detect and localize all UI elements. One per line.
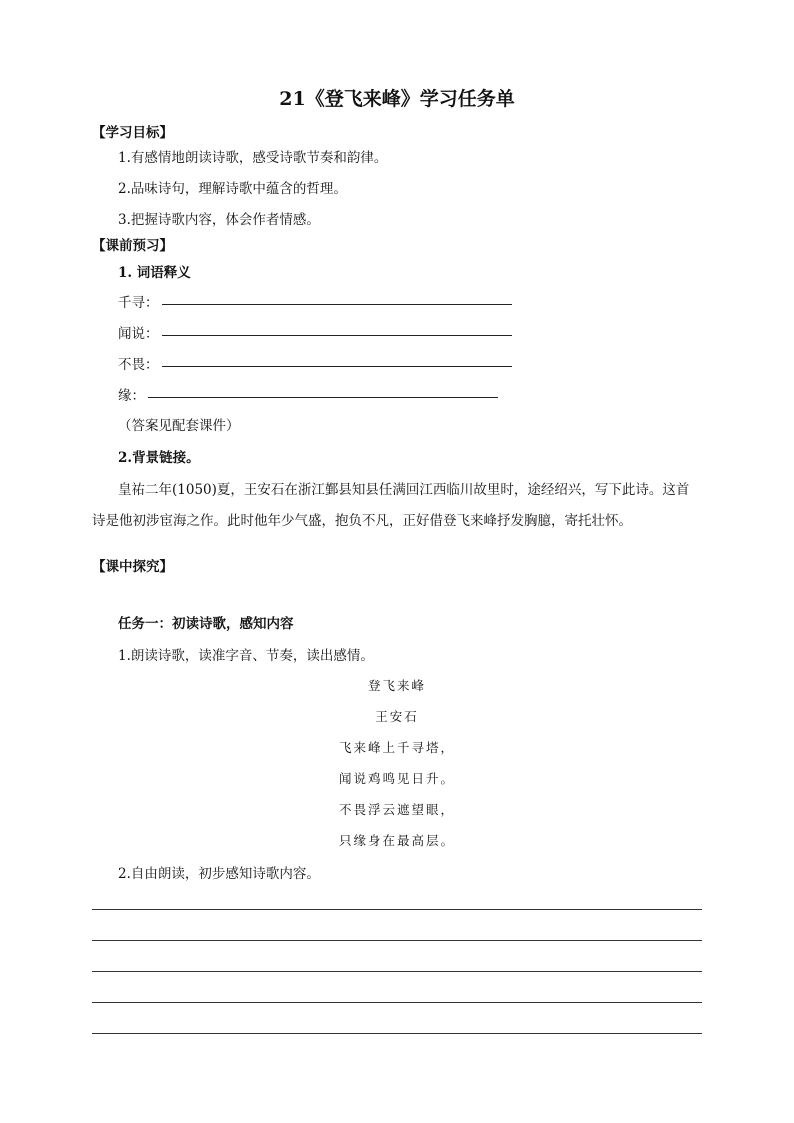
poem-line: 闻说鸡鸣见日升。 [338,771,455,786]
task1-step2: 2.自由朗读，初步感知诗歌内容。 [118,866,320,882]
poem-author: 王安石 [375,709,419,724]
answer-note: （答案见配套课件） [118,418,240,434]
background-paragraph-line: 皇祐二年(1050)夏，王安石在浙江鄞县知县任满回江西临川故里时，途经绍兴，写下此诗。这首 [118,482,690,498]
goal-item: 2.品味诗句，理解诗歌中蕴含的哲理。 [118,181,347,197]
poem-title: 登飞来峰 [367,678,426,693]
goal-item: 3.把握诗歌内容，体会作者情感。 [118,212,320,228]
answer-writing-line[interactable] [92,971,702,972]
vocab-heading: 1. 词语释义 [118,265,191,281]
answer-writing-line[interactable] [92,909,702,910]
page-title: 21《登飞来峰》学习任务单 [279,88,515,110]
vocab-term-buwei: 不畏： [118,357,159,373]
answer-writing-line[interactable] [92,1002,702,1003]
vocab-answer-blank[interactable] [162,304,512,305]
vocab-answer-blank[interactable] [162,335,512,336]
background-paragraph-line: 诗是他初涉宦海之作。此时他年少气盛，抱负不凡，正好借登飞来峰抒发胸臆，寄托壮怀。 [92,513,632,529]
section-heading-explore: 【课中探究】 [92,559,173,575]
vocab-answer-blank[interactable] [148,397,498,398]
task1-heading: 任务一：初读诗歌，感知内容 [118,616,294,632]
vocab-term-wenshuo: 闻说： [118,326,159,342]
answer-writing-line[interactable] [92,1033,702,1034]
poem-line: 不畏浮云遮望眼， [338,802,455,817]
poem-line: 只缘身在最高层。 [338,833,455,848]
vocab-term-yuan: 缘： [118,388,145,404]
vocab-term-qianxun: 千寻： [118,295,159,311]
section-heading-preview: 【课前预习】 [92,238,173,254]
background-heading: 2.背景链接。 [118,450,200,466]
answer-writing-line[interactable] [92,940,702,941]
vocab-answer-blank[interactable] [162,366,512,367]
poem-line: 飞来峰上千寻塔， [338,740,455,755]
task1-step1: 1.朗读诗歌，读准字音、节奏，读出感情。 [118,648,374,664]
section-heading-goals: 【学习目标】 [92,125,173,141]
goal-item: 1.有感情地朗读诗歌，感受诗歌节奏和韵律。 [118,150,388,166]
